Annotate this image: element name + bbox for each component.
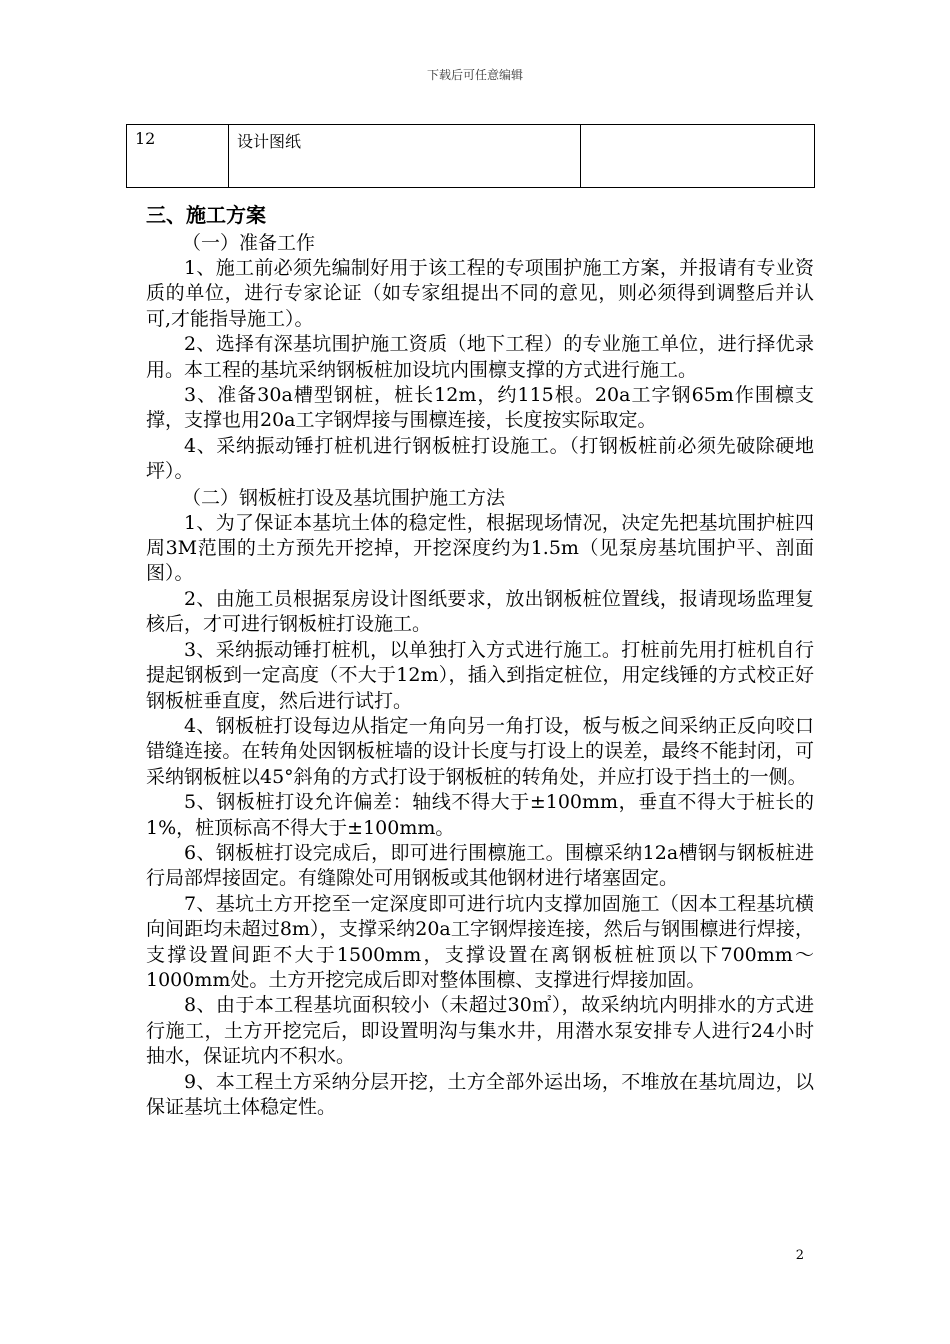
section-title: 三、施工方案: [146, 203, 266, 227]
paragraph: 6、钢板桩打设完成后，即可进行围檩施工。围檩采纳12a槽钢与钢板桩进行局部焊接固定。有缝隙处可用钢板或其他钢材进行堵塞固定。: [146, 841, 814, 890]
subsection-title-methods: （二）钢板桩打设及基坑围护施工方法: [182, 486, 506, 509]
subsection-title-preparation: （一）准备工作: [182, 232, 316, 254]
paragraph: 1、为了保证本基坑土体的稳定性，根据现场情况，决定先把基坑围护桩四周3M范围的土方预先开挖掉，开挖深度约为1.5m（见泵房基坑围护平、剖面图）。: [146, 511, 814, 585]
paragraph: 2、由施工员根据泵房设计图纸要求，放出钢板桩位置线，报请现场监理复核后，才可进行钢板桩打设施工。: [146, 587, 814, 636]
row-number-cell: 12: [127, 125, 229, 188]
paragraph: 5、钢板桩打设允许偏差：轴线不得大于±100mm，垂直不得大于桩长的1%，桩顶标高不得大于±100mm。: [146, 791, 814, 839]
items-table-grid: [126, 124, 815, 188]
table-row: [127, 125, 815, 188]
items-table: [126, 124, 814, 188]
item-name-cell: 设计图纸: [229, 125, 581, 188]
paragraph: 1、施工前必须先编制好用于该工程的专项围护施工方案，并报请有专业资质的单位，进行专家论证（如专家组提出不同的意见，则必须得到调整后并认可,才能指导施工）。: [146, 257, 814, 330]
paragraph: 4、钢板桩打设每边从指定一角向另一角打设，板与板之间采纳正反向咬口错缝连接。在转角处因钢板桩墙的设计长度与打设上的误差，最终不能封闭，可采纳钢板桩以45°斜角的方式打设于钢板桩的转角处，并应打设于挡土的一侧。: [146, 714, 814, 788]
page-number: 2: [795, 1248, 804, 1263]
paragraph: 9、本工程土方采纳分层开挖，土方全部外运出场，不堆放在基坑周边，以保证基坑土体稳定性。: [146, 1070, 814, 1118]
paragraph: 3、准备30a槽型钢桩，桩长12m，约115根。20a工字钢65m作围檩支撑，支撑也用20a工字钢焊接与围檩连接，长度按实际取定。: [146, 384, 814, 432]
construction-plan-section: [146, 200, 814, 1120]
paragraph: 7、基坑土方开挖至一定深度即可进行坑内支撑加固施工（因本工程基坑横向间距均未超过8m），支撑采纳20a工字钢焊接连接，然后与钢围檩进行焊接，支撑设置间距不大于1500mm，支撑设置在离钢板桩桩顶以下700mm～1000mm处。土方开挖完成后即对整体围檩、支撑进行焊接加固。: [146, 892, 814, 991]
paragraph: 3、采纳振动锤打桩机，以单独打入方式进行施工。打桩前先用打桩机自行提起钢板到一定高度（不大于12m），插入到指定桩位，用定线锤的方式校正好钢板桩垂直度，然后进行试打。: [146, 638, 814, 712]
page-header-note: 下载后可任意编辑: [426, 68, 523, 82]
remark-cell: [581, 125, 815, 188]
paragraph: 2、选择有深基坑围护施工资质（地下工程）的专业施工单位，进行择优录用。本工程的基坑采纳钢板桩加设坑内围檩支撑的方式进行施工。: [146, 333, 814, 381]
paragraph: 4、采纳振动锤打桩机进行钢板桩打设施工。（打钢板桩前必须先破除硬地坪）。: [146, 434, 814, 483]
paragraph: 8、由于本工程基坑面积较小（未超过30㎡），故采纳坑内明排水的方式进行施工，土方开挖完后，即设置明沟与集水井，用潜水泵安排专人进行24小时抽水，保证坑内不积水。: [146, 994, 814, 1068]
